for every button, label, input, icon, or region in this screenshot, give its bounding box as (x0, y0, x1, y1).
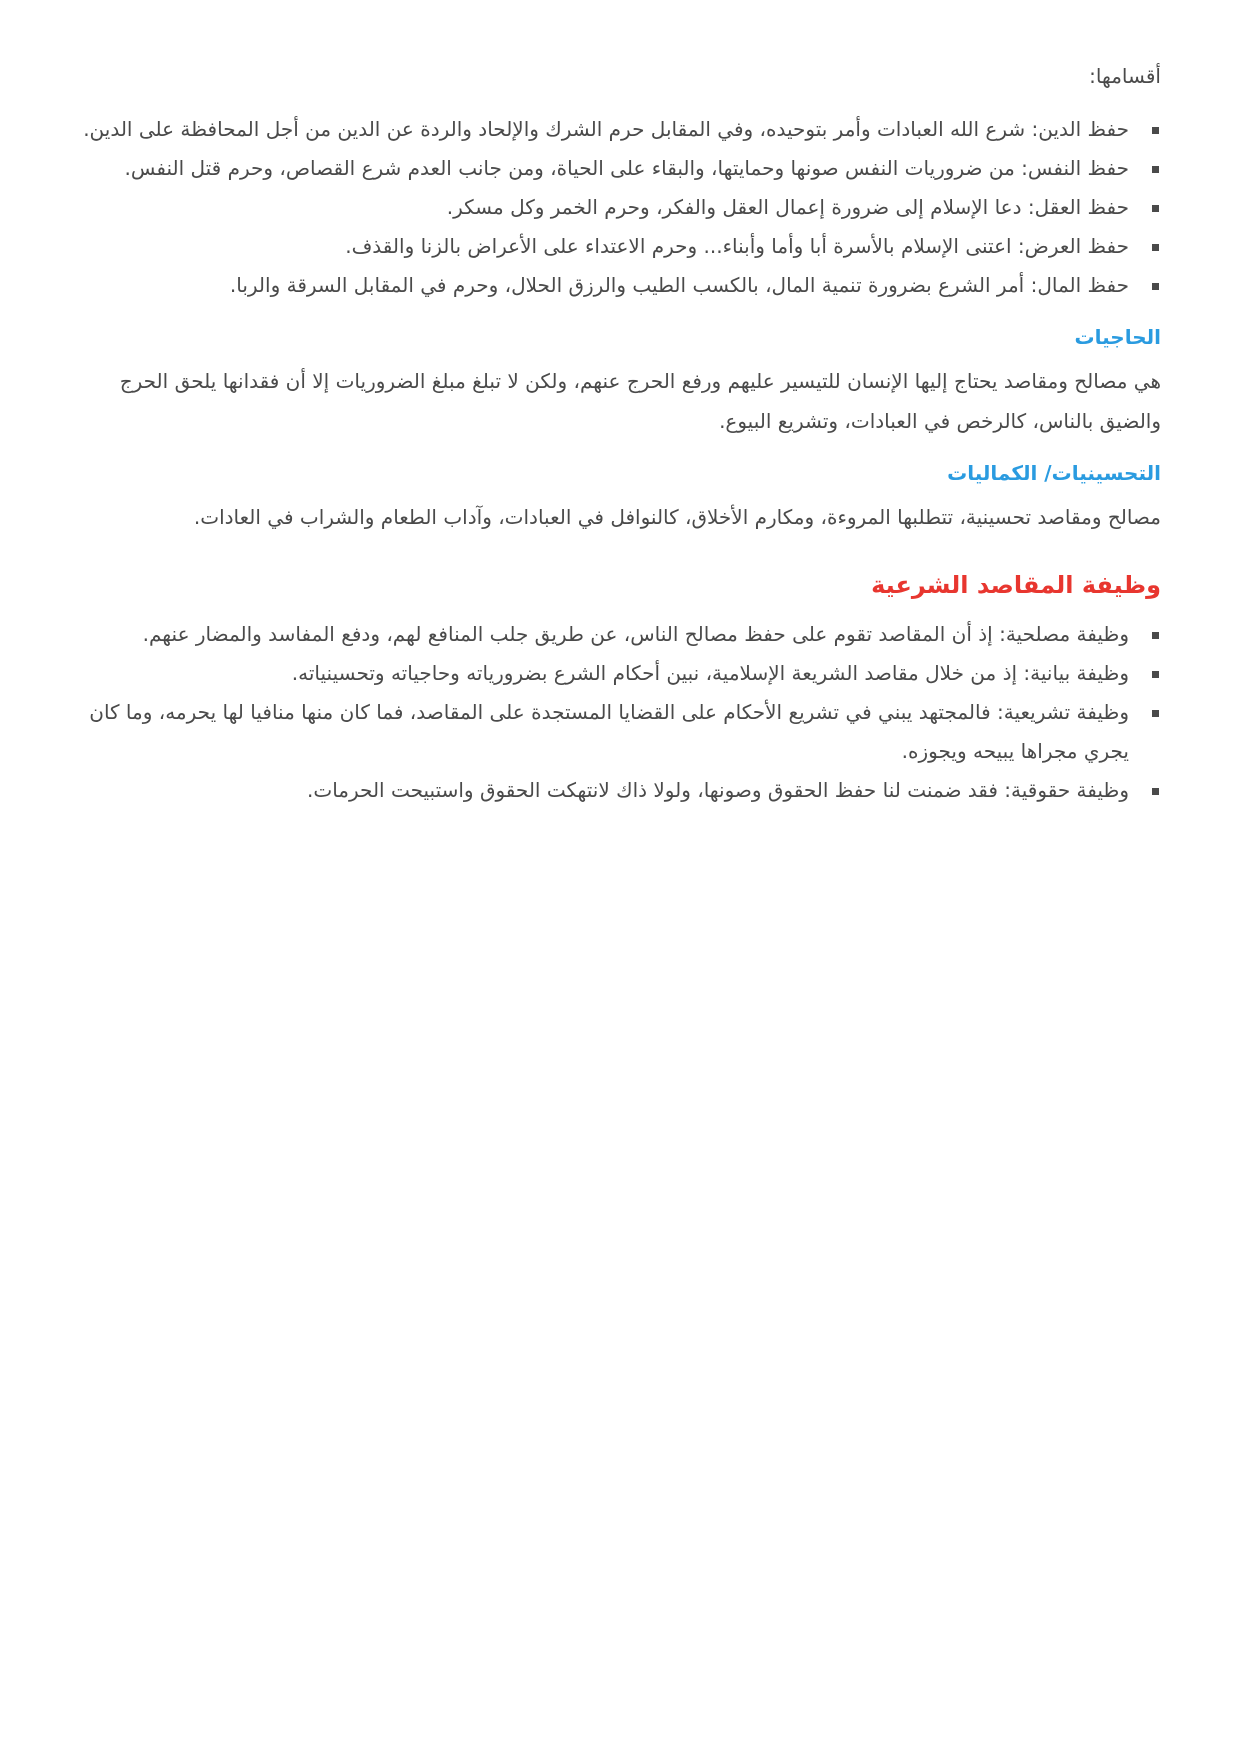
list-item-text: حفظ الدين: شرع الله العبادات وأمر بتوحيده، وفي المقابل حرم الشرك والإلحاد والردة عن الدين من أجل المحافظة على الدين. (83, 117, 1129, 141)
square-bullet-icon (1152, 166, 1159, 173)
list-item (71, 149, 1161, 188)
square-bullet-icon (1152, 283, 1159, 290)
list-item-text: وظيفة حقوقية: فقد ضمنت لنا حفظ الحقوق وصونها، ولولا ذاك لانتهكت الحقوق واستبيحت الحرمات. (307, 778, 1129, 802)
square-bullet-icon (1152, 632, 1159, 639)
list-item-text: حفظ المال: أمر الشرع بضرورة تنمية المال، بالكسب الطيب والرزق الحلال، وحرم في المقابل السرقة والربا. (229, 273, 1129, 297)
square-bullet-icon (1152, 244, 1159, 251)
square-bullet-icon (1152, 788, 1159, 795)
intro-label: أقسامها: (1089, 64, 1161, 88)
square-bullet-icon (1152, 127, 1159, 134)
list-item-text: حفظ العرض: اعتنى الإسلام بالأسرة أبا وأما وأبناء... وحرم الاعتداء على الأعراض بالزنا والقذف. (345, 234, 1129, 258)
list-item (71, 771, 1161, 810)
list-item (71, 110, 1161, 149)
square-bullet-icon (1152, 205, 1159, 212)
document-page (71, 56, 1161, 810)
tahsiniyat-paragraph: مصالح ومقاصد تحسينية، تتطلبها المروءة، ومكارم الأخلاق، كالنوافل في العبادات، وآداب الطعام والشراب في العادات. (193, 505, 1161, 529)
daruriyat-list (71, 110, 1161, 305)
function-section-heading: وظيفة المقاصد الشرعية (871, 571, 1161, 599)
list-item-text: وظيفة تشريعية: فالمجتهد يبني في تشريع الأحكام على القضايا المستجدة على المقاصد، فما كان منها منافيا لها يحرمه، وما كان يجري مجراها يبيحه ويجوزه. (89, 700, 1129, 763)
list-item (71, 693, 1161, 771)
list-item (71, 654, 1161, 693)
square-bullet-icon (1152, 671, 1159, 678)
list-item-text: حفظ النفس: من ضروريات النفس صونها وحمايتها، والبقاء على الحياة، ومن جانب العدم شرع القصاص، وحرم قتل النفس. (124, 156, 1129, 180)
function-list (71, 615, 1161, 810)
list-item (71, 615, 1161, 654)
square-bullet-icon (1152, 710, 1159, 717)
hajiyat-paragraph: هي مصالح ومقاصد يحتاج إليها الإنسان للتيسير عليهم ورفع الحرج عنهم، ولكن لا تبلغ مبلغ الضروريات إلا أن فقدانها يلحق الحرج والضيق بالناس، كالرخص في العبادات، وتشريع البيوع. (119, 369, 1161, 433)
list-item (71, 188, 1161, 227)
list-item-text: وظيفة بيانية: إذ من خلال مقاصد الشريعة الإسلامية، نبين أحكام الشرع بضرورياته وحاجياته وتحسينياته. (291, 661, 1129, 685)
list-item-text: حفظ العقل: دعا الإسلام إلى ضرورة إعمال العقل والفكر، وحرم الخمر وكل مسكر. (446, 195, 1129, 219)
hajiyat-heading: الحاجيات (1074, 325, 1161, 349)
list-item (71, 227, 1161, 266)
tahsiniyat-heading: التحسينيات/ الكماليات (947, 461, 1161, 485)
list-item (71, 266, 1161, 305)
list-item-text: وظيفة مصلحية: إذ أن المقاصد تقوم على حفظ مصالح الناس، عن طريق جلب المنافع لهم، ودفع المفاسد والمضار عنهم. (142, 622, 1129, 646)
